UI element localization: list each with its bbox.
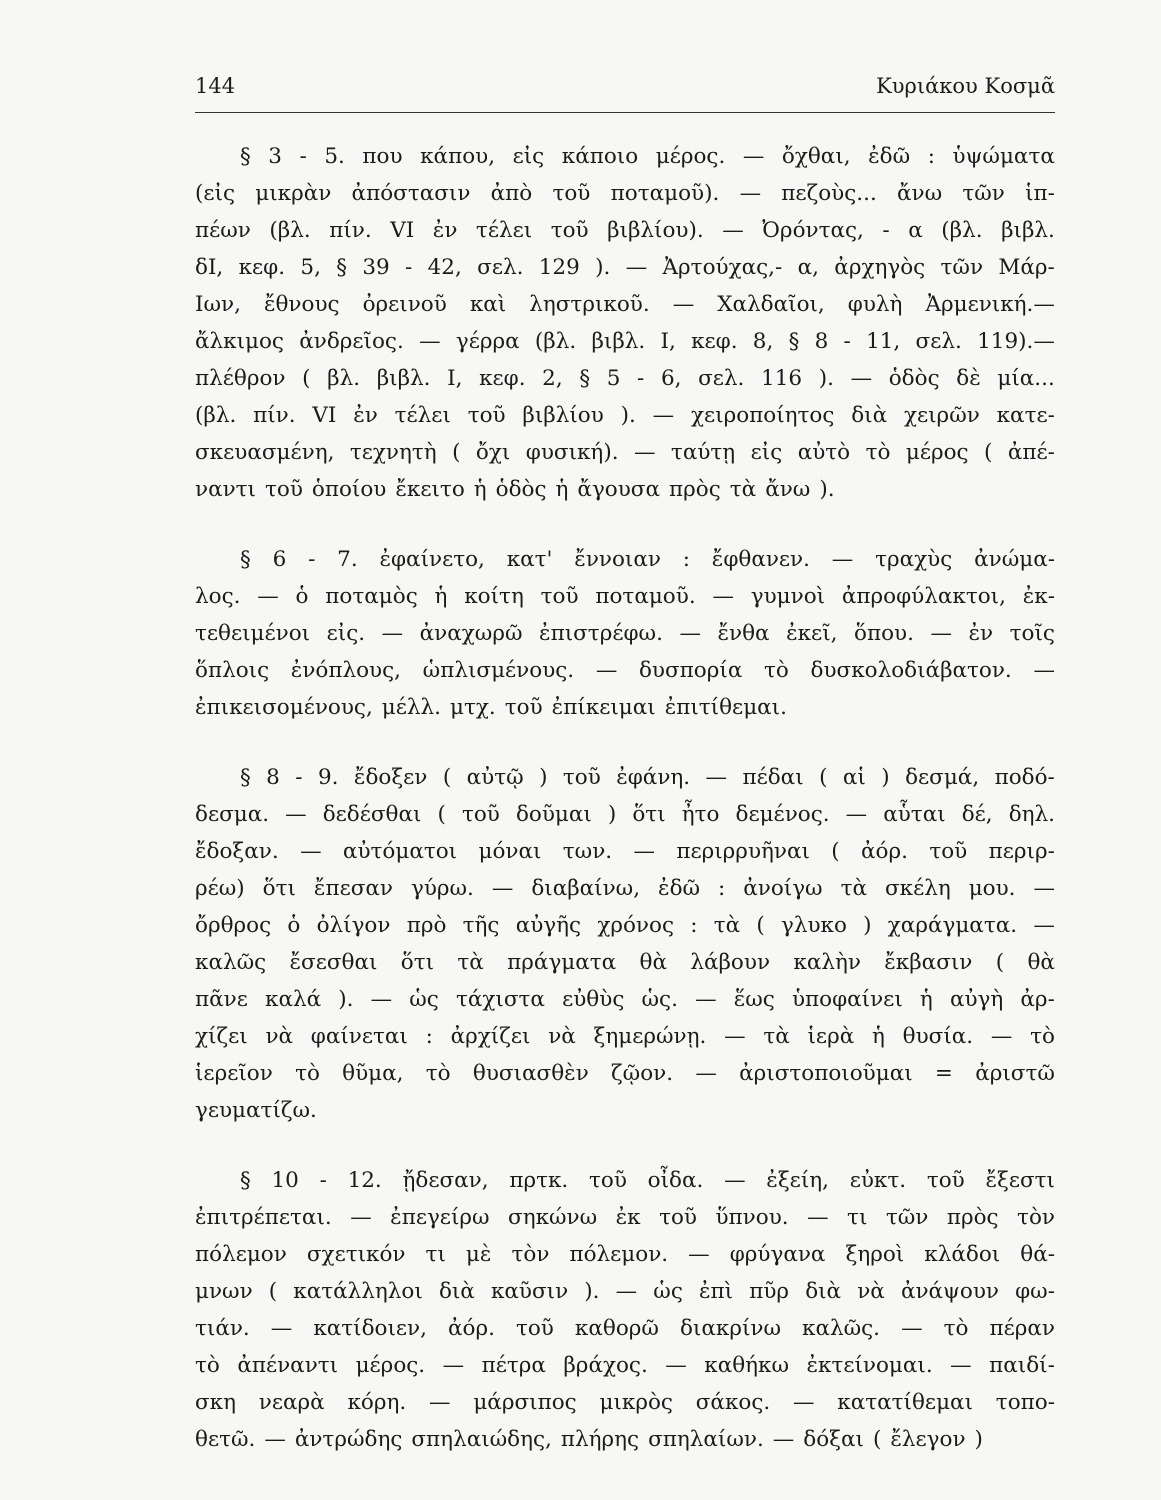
text-line: (εἰς μικρὰν ἀπόστασιν ἀπὸ τοῦ ποταμοῦ). — πεζοὺς... ἄνω τῶν ἱπ-	[195, 181, 1055, 206]
running-head: Κυριάκου Κοσμᾶ	[876, 74, 1055, 98]
text-line: § 6 - 7. ἐφαίνετο, κατ' ἔννοιαν : ἔφθανεν. — τραχὺς ἀνώμα-	[240, 547, 1055, 572]
text-line: § 3 - 5. που κάπου, εἰς κάποιο μέρος. — ὄχθαι, ἐδῶ : ὑψώματα	[240, 144, 1055, 169]
header-rule	[195, 112, 1055, 113]
commentary-body	[195, 138, 1055, 1491]
text-line: καλῶς ἔσεσθαι ὅτι τὰ πράγματα θὰ λάβουν καλὴν ἔκβασιν ( θὰ	[195, 950, 1055, 975]
commentary-paragraph	[195, 1162, 1055, 1458]
text-line: § 10 - 12. ᾔδεσαν, πρτκ. τοῦ οἶδα. — ἐξείη, εὐκτ. τοῦ ἔξεστι	[240, 1168, 1055, 1193]
text-line: ἱερεῖον τὸ θῦμα, τὸ θυσιασθὲν ζῷον. — ἀριστοποιοῦμαι = ἀριστῶ	[195, 1061, 1055, 1086]
text-line: σκη νεαρὰ κόρη. — μάρσιπος μικρὸς σάκος. — κατατίθεμαι τοπο-	[195, 1390, 1055, 1415]
text-line: πλέθρον ( βλ. βιβλ. Ι, κεφ. 2, § 5 - 6, σελ. 116 ). — ὁδὸς δὲ μία...	[195, 366, 1055, 391]
text-line: (βλ. πίν. VI ἐν τέλει τοῦ βιβλίου ). — χειροποίητος διὰ χειρῶν κατε-	[195, 403, 1055, 428]
text-line: ρέω) ὅτι ἔπεσαν γύρω. — διαβαίνω, ἐδῶ : ἀνοίγω τὰ σκέλη μου. —	[195, 876, 1055, 901]
text-line: χίζει νὰ φαίνεται : ἀρχίζει νὰ ξημερώνῃ. — τὰ ἱερὰ ἡ θυσία. — τὸ	[195, 1024, 1055, 1049]
text-line: ἔδοξαν. — αὐτόματοι μόναι των. — περιρρυῆναι ( ἀόρ. τοῦ περιρ-	[195, 839, 1055, 864]
text-line: ἄλκιμος ἀνδρεῖος. — γέρρα (βλ. βιβλ. Ι, κεφ. 8, § 8 - 11, σελ. 119).—	[195, 329, 1055, 354]
text-line: γευματίζω.	[195, 1098, 317, 1123]
text-line: ὄρθρος ὁ ὀλίγον πρὸ τῆς αὐγῆς χρόνος : τὰ ( γλυκο ) χαράγματα. —	[195, 913, 1055, 938]
text-line: πᾶνε καλά ). — ὡς τάχιστα εὐθὺς ὡς. — ἕως ὑποφαίνει ἡ αὐγὴ ἀρ-	[195, 987, 1055, 1012]
text-line: ἐπικεισομένους, μέλλ. μτχ. τοῦ ἐπίκειμαι ἐπιτίθεμαι.	[195, 695, 787, 720]
commentary-paragraph	[195, 541, 1055, 726]
text-line: τὸ ἀπέναντι μέρος. — πέτρα βράχος. — καθήκω ἐκτείνομαι. — παιδί-	[195, 1353, 1055, 1378]
text-line: ἐπιτρέπεται. — ἐπεγείρω σηκώνω ἐκ τοῦ ὕπνου. — τι τῶν πρὸς τὸν	[195, 1205, 1055, 1230]
text-line: δεσμα. — δεδέσθαι ( τοῦ δοῦμαι ) ὅτι ἦτο δεμένος. — αὗται δέ, δηλ.	[195, 802, 1055, 827]
text-line: Ιων, ἔθνους ὀρεινοῦ καὶ ληστρικοῦ. — Χαλδαῖοι, φυλὴ Ἀρμενική.—	[195, 292, 1055, 317]
text-line: δΙ, κεφ. 5, § 39 - 42, σελ. 129 ). — Ἀρτούχας,- α, ἀρχηγὸς τῶν Μάρ-	[195, 255, 1055, 280]
text-line: τεθειμένοι εἰς. — ἀναχωρῶ ἐπιστρέφω. — ἔνθα ἐκεῖ, ὅπου. — ἐν τοῖς	[195, 621, 1055, 646]
text-line: ὅπλοις ἐνόπλους, ὡπλισμένους. — δυσπορία τὸ δυσκολοδιάβατον. —	[195, 658, 1055, 683]
commentary-paragraph	[195, 759, 1055, 1129]
text-line: πόλεμον σχετικόν τι μὲ τὸν πόλεμον. — φρύγανα ξηροὶ κλάδοι θά-	[195, 1242, 1055, 1267]
text-line: τιάν. — κατίδοιεν, ἀόρ. τοῦ καθορῶ διακρίνω καλῶς. — τὸ πέραν	[195, 1316, 1055, 1341]
text-line: θετῶ. — ἀντρώδης σπηλαιώδης, πλήρης σπηλαίων. — δόξαι ( ἔλεγον )	[195, 1427, 983, 1452]
text-line: ναντι τοῦ ὁποίου ἔκειτο ἡ ὁδὸς ἡ ἄγουσα πρὸς τὰ ἄνω ).	[195, 477, 835, 502]
text-line: πέων (βλ. πίν. VI ἐν τέλει τοῦ βιβλίου). — Ὀρόντας, - α (βλ. βιβλ.	[195, 218, 1055, 243]
page-number: 144	[195, 74, 236, 98]
commentary-paragraph	[195, 138, 1055, 508]
page-header	[195, 74, 1055, 108]
text-line: σκευασμένη, τεχνητὴ ( ὄχι φυσική). — ταύτῃ εἰς αὐτὸ τὸ μέρος ( ἀπέ-	[195, 440, 1055, 465]
text-line: § 8 - 9. ἔδοξεν ( αὐτῷ ) τοῦ ἐφάνη. — πέδαι ( αἱ ) δεσμά, ποδό-	[240, 765, 1055, 790]
text-line: λος. — ὁ ποταμὸς ἡ κοίτη τοῦ ποταμοῦ. — γυμνοὶ ἀπροφύλακτοι, ἐκ-	[195, 584, 1055, 609]
text-line: μνων ( κατάλληλοι διὰ καῦσιν ). — ὡς ἐπὶ πῦρ διὰ νὰ ἀνάψουν φω-	[195, 1279, 1055, 1304]
